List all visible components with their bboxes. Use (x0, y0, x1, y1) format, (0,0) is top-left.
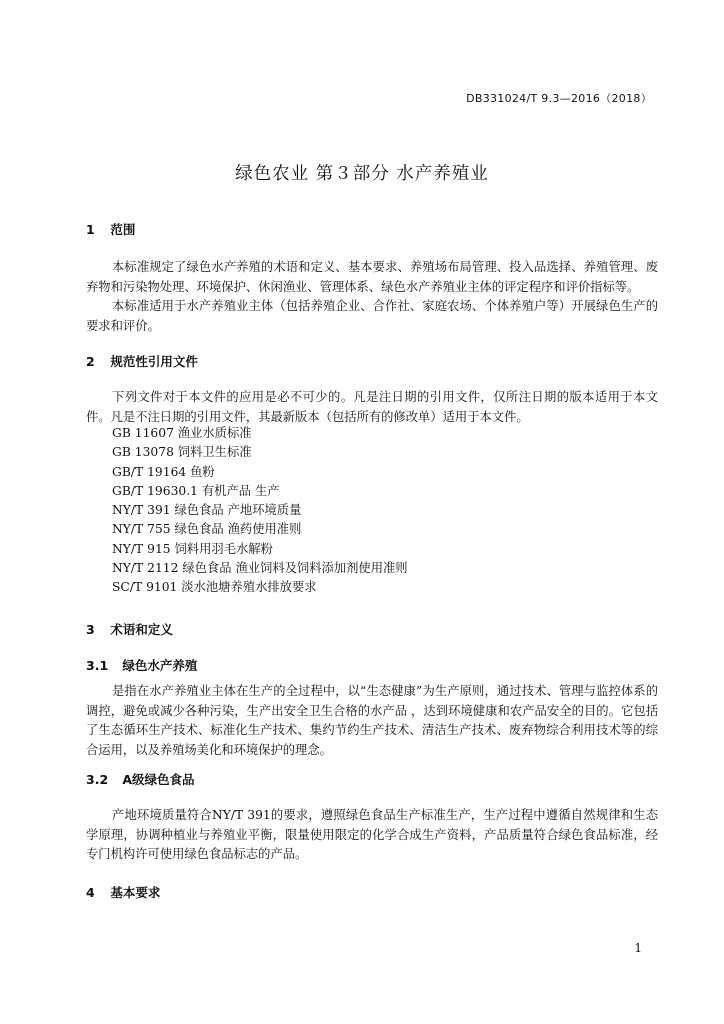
subsection-3-1-heading (86, 656, 197, 674)
reference-item: GB 13078 饲料卫生标准 (112, 445, 252, 460)
definition-3-2: 产地环境质量符合NY/T 391的要求，遵照绿色食品生产标准生产，生产过程中遵循自然规律和生态学原理，协调种植业与养殖业平衡，限量使用限定的化学合成生产资料，产品质量符合绿色食品标准，经专门机构许可使用绿色食品标志的产品。 (86, 808, 658, 861)
subsection-3-2-heading (86, 770, 195, 788)
reference-item: NY/T 755 绿色食品 渔药使用准则 (112, 522, 302, 537)
document-title: 绿色农业 第３部分 水产养殖业 (235, 164, 489, 184)
scope-paragraph-2: 本标准适用于水产养殖业主体（包括养殖企业、合作社、家庭农场、个体养殖户等）开展绿色生产的要求和评价。 (86, 299, 658, 333)
section-number: 1 (86, 222, 95, 237)
reference-item: GB/T 19630.1 有机产品 生产 (112, 483, 280, 498)
reference-list (112, 424, 408, 598)
reference-item: SC/T 9101 淡水池塘养殖水排放要求 (112, 580, 317, 595)
section-title: 规范性引用文件 (110, 354, 198, 369)
section-1-heading (86, 220, 135, 238)
section-number: 4 (86, 885, 95, 900)
reference-item: GB/T 19164 鱼粉 (112, 464, 215, 479)
section-2-heading (86, 352, 198, 370)
reference-item: NY/T 391 绿色食品 产地环境质量 (112, 503, 302, 518)
reference-item: GB 11607 渔业水质标准 (112, 426, 252, 440)
section-3-heading (86, 620, 173, 638)
reference-item: NY/T 915 饲料用羽毛水解粉 (112, 541, 273, 556)
subsection-number: 3.2 (86, 772, 109, 787)
subsection-title: A级绿色食品 (122, 772, 195, 787)
section-title: 范围 (110, 222, 136, 237)
page-number: 1 (634, 941, 642, 955)
reference-item: NY/T 2112 绿色食品 渔业饲料及饲料添加剂使用准则 (112, 561, 408, 576)
scope-paragraph-1: 本标准规定了绿色水产养殖的术语和定义、基本要求、养殖场布局管理、投入品选择、养殖管理、废弃物和污染物处理、环境保护、休闲渔业、管理体系、绿色水产养殖业主体的评定程序和评价指标等。 (86, 260, 658, 294)
subsection-title: 绿色水产养殖 (122, 658, 198, 673)
section-title: 基本要求 (110, 885, 161, 900)
section-4-heading (86, 883, 160, 901)
section-number: 2 (86, 354, 95, 369)
section-number: 3 (86, 622, 95, 637)
section-title: 术语和定义 (110, 622, 173, 637)
definition-3-1: 是指在水产养殖业主体在生产的全过程中，以“生态健康”为生产原则，通过技术、管理与监控体系的调控，避免或减少各种污染，生产出安全卫生合格的水产品 ，达到环境健康和农产品安全的目的。它包括了生态循环生产技术、标准化生产技术、集约节约生产技术、清洁生产技术、废弃物综合利用技术等的综合运用，以及养殖场美化和环境保护的理念。 (86, 684, 658, 757)
subsection-number: 3.1 (86, 658, 109, 673)
references-intro: 下列文件对于本文件的应用是必不可少的。凡是注日期的引用文件，仅所注日期的版本适用于本文件。凡是不注日期的引用文件，其最新版本（包括所有的修改单）适用于本文件。 (86, 390, 658, 424)
doc-code: DB331024/T 9.3—2016（2018） (466, 92, 652, 105)
